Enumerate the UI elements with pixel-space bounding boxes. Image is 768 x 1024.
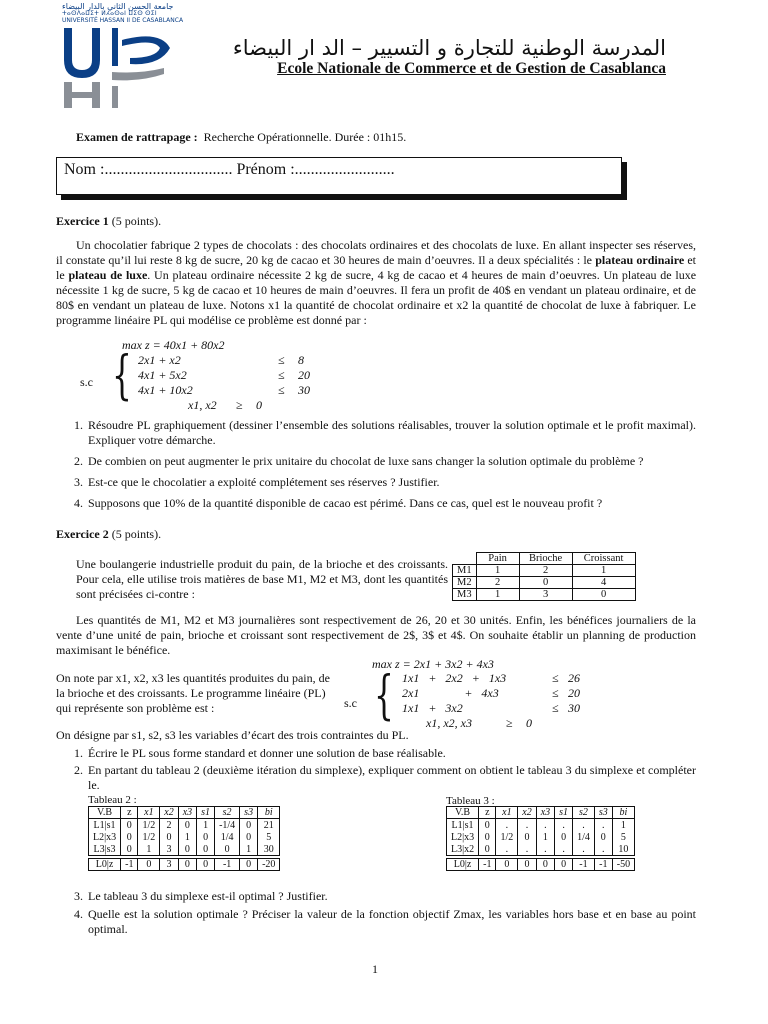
statement-part-3: . Un plateau ordinaire nécessite 2 kg de sucre, 4 kg de cacao et 4 heures de main d’oeuvres. Un plateau de luxe nécessite 1 kg de sucre, 5 kg de cacao et 10 heures de main d’oeuvres. Il fera un profit de 40$ en vendant un plateau ordinaire, et de 80$ en vendant un plateau de luxe. Notons x1 la quantité de chocolat ordinaire et x2 la quantité de chocolat de luxe à fabriquer. Le programme linéaire PL qui modélise ce problème est donné par : <box>56 268 697 327</box>
tableau-cell: 0 <box>197 843 215 856</box>
tableau-cell: 0 <box>518 859 536 871</box>
tableau-cell: 0 <box>178 859 196 871</box>
question-text: Écrire le PL sous forme standard et donner une solution de base réalisable. <box>88 746 446 760</box>
question-text: Quelle est la solution optimale ? Préciser la valeur de la fonction objectif Zmax, les variables hors base et en base au point optimal. <box>88 907 696 936</box>
tableau-cell: 21 <box>258 819 280 832</box>
tableau-cell: . <box>536 819 554 832</box>
school-name-french: Ecole Nationale de Commerce et de Gestion de Casablanca <box>277 60 666 77</box>
tableau-cell: 1 <box>197 819 215 832</box>
tableau-header-cell: V.B <box>89 807 121 819</box>
tableau-cell: 0 <box>555 859 573 871</box>
constraint-rhs: 26 <box>568 671 580 685</box>
tableau-cell: 1/2 <box>138 819 160 832</box>
constraint-lhs: 1x1 + 2x2 + 1x3 <box>402 671 507 685</box>
tableau-cell: 0 <box>178 819 196 832</box>
question-number: 3. <box>74 475 83 489</box>
tableau-2-title: Tableau 2 : <box>88 794 137 806</box>
ex1-objective: max z = 40x1 + 80x2 <box>122 338 225 352</box>
exercise-1-title: Exercice 1 <box>56 214 109 228</box>
tableau-cell: 1/4 <box>573 831 595 843</box>
question-item <box>74 475 696 490</box>
question-number: 2. <box>74 763 83 777</box>
ex2-constraint-row <box>402 671 622 686</box>
tableau-cell: 0 <box>215 843 240 856</box>
constraint-op: ≤ <box>552 671 559 685</box>
tableau-header-cell: bi <box>612 807 634 819</box>
question-item <box>74 907 696 937</box>
constraint-rhs: 0 <box>256 398 262 412</box>
tableau-cell: 0 <box>121 819 138 832</box>
tableau-header-cell: x2 <box>160 807 178 819</box>
tableau-cell: -1 <box>121 859 138 871</box>
tableau-cell: . <box>555 843 573 856</box>
tableau-header-cell: s1 <box>555 807 573 819</box>
tableau-row <box>447 831 635 843</box>
tableau-header-cell: s2 <box>573 807 595 819</box>
ex2-constraints <box>402 671 622 731</box>
exercise-2-slack-note: On désigne par s1, s2, s3 les variables d’écart des trois contraintes du PL. <box>56 728 409 742</box>
exercise-1-statement <box>56 238 696 328</box>
table-cell: 1 <box>476 589 519 601</box>
page-number: 1 <box>372 962 378 976</box>
tableau-cell: 0 <box>479 831 496 843</box>
tableau-header-cell: x1 <box>496 807 518 819</box>
constraint-rhs: 20 <box>298 368 310 382</box>
tableau-cell: -1/4 <box>215 819 240 832</box>
question-text: De combien on peut augmenter le prix unitaire du chocolat de luxe sans changer la solution optimale du problème ? <box>88 454 644 468</box>
tableau-cell: . <box>536 843 554 856</box>
tableau-cell: 0 <box>555 831 573 843</box>
question-number: 4. <box>74 907 83 921</box>
exercise-2-intro: Une boulangerie industrielle produit du pain, de la brioche et des croissants. Pour cela, elle utilise trois matières de base M1, M2 et M3, dont les quantités sont précisées ci-contre : <box>76 557 448 601</box>
ex1-constraint-row <box>138 368 338 383</box>
tableau-row <box>447 819 635 832</box>
tableau-header-cell: z <box>479 807 496 819</box>
exercise-2-heading <box>56 527 161 542</box>
statement-bold-ordinary: plateau ordinaire <box>595 253 685 267</box>
constraint-lhs: x1, x2 <box>188 398 217 412</box>
ex2-objective: max z = 2x1 + 3x2 + 4x3 <box>372 657 494 671</box>
constraint-lhs: 1x1 + 3x2 <box>402 701 463 715</box>
table-header-row <box>453 553 636 565</box>
tableau-cell: L1|s1 <box>447 819 479 832</box>
question-item <box>74 454 696 469</box>
table-cell: 0 <box>519 577 572 589</box>
university-name-french: UNIVERSITÉ HASSAN II DE CASABLANCA <box>62 17 184 24</box>
tableau-header-cell: s3 <box>240 807 258 819</box>
constraint-lhs: 2x1 + x2 <box>138 353 181 367</box>
table-cell: 3 <box>519 589 572 601</box>
school-name-arabic: المدرسة الوطنية للتجارة و التسيير – الد ار البيضاء <box>232 36 666 60</box>
tableau-cell: 1/4 <box>215 831 240 843</box>
table-cell: 2 <box>519 565 572 577</box>
tableau-cell: L0|z <box>89 859 121 871</box>
tableau-header-cell: s2 <box>215 807 240 819</box>
question-number: 3. <box>74 889 83 903</box>
table-cell: 1 <box>476 565 519 577</box>
tableau-cell: 5 <box>258 831 280 843</box>
tableau-objective-row <box>89 859 280 871</box>
constraint-rhs: 30 <box>298 383 310 397</box>
question-item <box>74 763 696 793</box>
tableau-header-cell: x1 <box>138 807 160 819</box>
constraint-op: ≤ <box>552 701 559 715</box>
tableau-cell: -1 <box>573 859 595 871</box>
resources-table <box>452 552 636 601</box>
tableau-cell: -1 <box>215 859 240 871</box>
tableau-header-cell: V.B <box>447 807 479 819</box>
tableau-cell: -20 <box>258 859 280 871</box>
tableau-3 <box>446 806 635 871</box>
constraint-lhs: 4x1 + 10x2 <box>138 383 193 397</box>
tableau-cell: 1/2 <box>496 831 518 843</box>
table-cell: 2 <box>476 577 519 589</box>
tableau-cell: L2|x3 <box>89 831 121 843</box>
statement-part-1: Un chocolatier fabrique 2 types de chocolats : des chocolats ordinaires et des chocolats de luxe. En allant inspecter ses réserves, il constate qu’il lui reste 8 kg de sucre, 20 kg de cacao et 30 heures de main d’oeuvres. Il a deux spécialités : le <box>56 238 696 267</box>
exercise-1-points: (5 points). <box>111 214 162 228</box>
ex1-brace-icon: { <box>112 346 132 406</box>
tableau-header-cell: s1 <box>197 807 215 819</box>
table-header-cell <box>453 553 477 565</box>
tableau-cell: L3|x2 <box>447 843 479 856</box>
tableau-row <box>447 843 635 856</box>
tableau-cell: -1 <box>594 859 612 871</box>
ex1-constraint-row <box>138 398 338 413</box>
constraint-rhs: 20 <box>568 686 580 700</box>
exercise-1-questions <box>74 418 696 517</box>
tableau-cell: 3 <box>160 859 178 871</box>
tableau-header-cell: x2 <box>518 807 536 819</box>
tableau-cell: . <box>573 843 595 856</box>
tableau-cell: L1|s1 <box>89 819 121 832</box>
question-text: Le tableau 3 du simplexe est-il optimal ? Justifier. <box>88 889 328 903</box>
tableau-cell: 0 <box>479 819 496 832</box>
exercise-2-questions-a <box>74 746 696 799</box>
tableau-cell: . <box>594 843 612 856</box>
constraint-lhs: x1, x2, x3 <box>426 716 472 730</box>
exercise-2-notation: On note par x1, x2, x3 les quantités produites du pain, de la brioche et des croissants. Le programme linéaire (PL) qui représente son problème est : <box>56 671 330 715</box>
exam-label: Examen de rattrapage : <box>76 130 198 144</box>
question-item <box>74 889 696 904</box>
table-header-cell: Brioche <box>519 553 572 565</box>
tableau-cell: 0 <box>240 831 258 843</box>
ex1-constraint-row <box>138 383 338 398</box>
table-cell: M2 <box>453 577 477 589</box>
tableau-cell: . <box>573 819 595 832</box>
tableau-cell: . <box>518 843 536 856</box>
tableau-objective-row <box>447 859 635 871</box>
tableau-cell: 1 <box>612 819 634 832</box>
constraint-op: ≥ <box>236 398 243 412</box>
university-name-tifinagh: ⵜⴰⵙⴷⴰⵡⵉⵜ ⵍⵃⴰⵙⴰⵏ ⵡⵉⵙ ⵙⵉⵏ <box>62 10 157 17</box>
constraint-lhs: 2x1 + 4x3 <box>402 686 499 700</box>
tableau-cell: 30 <box>258 843 280 856</box>
tableau-cell: 10 <box>612 843 634 856</box>
statement-part-2: et le <box>56 253 697 282</box>
ex1-constraint-row <box>138 353 338 368</box>
question-number: 2. <box>74 454 83 468</box>
tableau-cell: 0 <box>594 831 612 843</box>
tableau-cell: 0 <box>121 831 138 843</box>
question-text: Est-ce que le chocolatier a exploité complétement ses réserves ? Justifier. <box>88 475 440 489</box>
exercise-2-title: Exercice 2 <box>56 527 109 541</box>
tableau-row <box>89 819 280 832</box>
tableau-cell: L0|z <box>447 859 479 871</box>
ex1-constraints <box>138 353 338 413</box>
table-row <box>453 565 636 577</box>
tableau-cell: 1 <box>178 831 196 843</box>
university-name-arabic: جامعة الحسن الثاني بالدار البيضاء <box>62 2 174 11</box>
tableau-cell: 5 <box>612 831 634 843</box>
tableau-cell: 1 <box>240 843 258 856</box>
question-text: Résoudre PL graphiquement (dessiner l’ensemble des solutions réalisables, trouver la solution optimale et le profit maximal). Expliquer votre démarche. <box>88 418 696 447</box>
tableau-cell: 0 <box>121 843 138 856</box>
tableau-cell: 0 <box>138 859 160 871</box>
tableau-cell: . <box>496 819 518 832</box>
exercise-2-paragraph: Les quantités de M1, M2 et M3 journalières sont respectivement de 26, 20 et 30 unités. Enfin, les bénéfices journaliers de la vente d’une unité de pain, brioche et croissant sont respectivement de 2$, 3$ et 4$. On souhaite établir un planning de production maximisant le bénéfice. <box>56 613 696 657</box>
table-cell: 0 <box>572 589 635 601</box>
tableau-cell: . <box>518 819 536 832</box>
table-header-cell: Pain <box>476 553 519 565</box>
tableau-header-cell: z <box>121 807 138 819</box>
tableau-row <box>89 843 280 856</box>
tableau-cell: 1 <box>536 831 554 843</box>
exam-description: Recherche Opérationnelle. Durée : 01h15. <box>203 130 407 144</box>
ex2-constraint-row <box>402 701 622 716</box>
tableau-cell: 0 <box>160 831 178 843</box>
tableau-cell: -50 <box>612 859 634 871</box>
exam-info <box>76 130 406 145</box>
constraint-rhs: 8 <box>298 353 304 367</box>
question-number: 4. <box>74 496 83 510</box>
question-number: 1. <box>74 746 83 760</box>
tableau-header-cell: x3 <box>178 807 196 819</box>
tableau-cell: 1/2 <box>138 831 160 843</box>
tableau-cell: L3|s3 <box>89 843 121 856</box>
tableau-cell: L2|x3 <box>447 831 479 843</box>
tableau-cell: 0 <box>197 831 215 843</box>
exercise-1-heading <box>56 214 161 229</box>
tableau-cell: 0 <box>240 859 258 871</box>
tableau-cell: 0 <box>240 819 258 832</box>
ex1-sc-label: s.c <box>80 375 93 389</box>
constraint-op: ≤ <box>278 383 285 397</box>
exercise-2-questions-b <box>74 889 696 943</box>
tableau-cell: 2 <box>160 819 178 832</box>
table-row <box>453 577 636 589</box>
ex2-sc-label: s.c <box>344 696 357 710</box>
constraint-op: ≤ <box>552 686 559 700</box>
tableau-header-cell: bi <box>258 807 280 819</box>
tableau-cell: . <box>594 819 612 832</box>
question-text: Supposons que 10% de la quantité disponible de cacao est périmé. Dans ce cas, quel est le nouveau profit ? <box>88 496 603 510</box>
constraint-rhs: 30 <box>568 701 580 715</box>
name-field[interactable]: Nom :................................ Prénom :......................... <box>64 161 395 178</box>
tableau-cell: 0 <box>496 859 518 871</box>
question-item <box>74 496 696 511</box>
table-cell: 1 <box>572 565 635 577</box>
tableau-cell: 1 <box>138 843 160 856</box>
ex2-brace-icon: { <box>374 666 394 726</box>
question-text: En partant du tableau 2 (deuxième itération du simplexe), expliquer comment on obtient le tableau 3 du simplexe et compléter le. <box>88 763 696 792</box>
tableau-header-row <box>447 807 635 819</box>
table-header-cell: Croissant <box>572 553 635 565</box>
statement-bold-luxe: plateau de luxe <box>68 268 148 282</box>
tableau-cell: 0 <box>518 831 536 843</box>
table-cell: 4 <box>572 577 635 589</box>
tableau-cell: 0 <box>479 843 496 856</box>
tableau-header-row <box>89 807 280 819</box>
tableau-cell: -1 <box>479 859 496 871</box>
tableau-cell: . <box>496 843 518 856</box>
tableau-row <box>89 831 280 843</box>
question-number: 1. <box>74 418 83 432</box>
constraint-rhs: 0 <box>526 716 532 730</box>
constraint-op: ≤ <box>278 353 285 367</box>
table-row <box>453 589 636 601</box>
question-item <box>74 746 696 761</box>
tableau-2 <box>88 806 280 871</box>
constraint-lhs: 4x1 + 5x2 <box>138 368 187 382</box>
constraint-op: ≤ <box>278 368 285 382</box>
tableau-header-cell: x3 <box>536 807 554 819</box>
tableau-cell: 0 <box>178 843 196 856</box>
tableau-cell: 0 <box>197 859 215 871</box>
tableau-header-cell: s3 <box>594 807 612 819</box>
constraint-op: ≥ <box>506 716 513 730</box>
tableau-cell: 0 <box>536 859 554 871</box>
exercise-2-points: (5 points). <box>111 527 162 541</box>
tableau-3-title: Tableau 3 : <box>446 795 495 807</box>
tableau-cell: 3 <box>160 843 178 856</box>
table-cell: M1 <box>453 565 477 577</box>
tableau-cell: . <box>555 819 573 832</box>
table-cell: M3 <box>453 589 477 601</box>
ex2-constraint-row <box>402 686 622 701</box>
question-item <box>74 418 696 448</box>
